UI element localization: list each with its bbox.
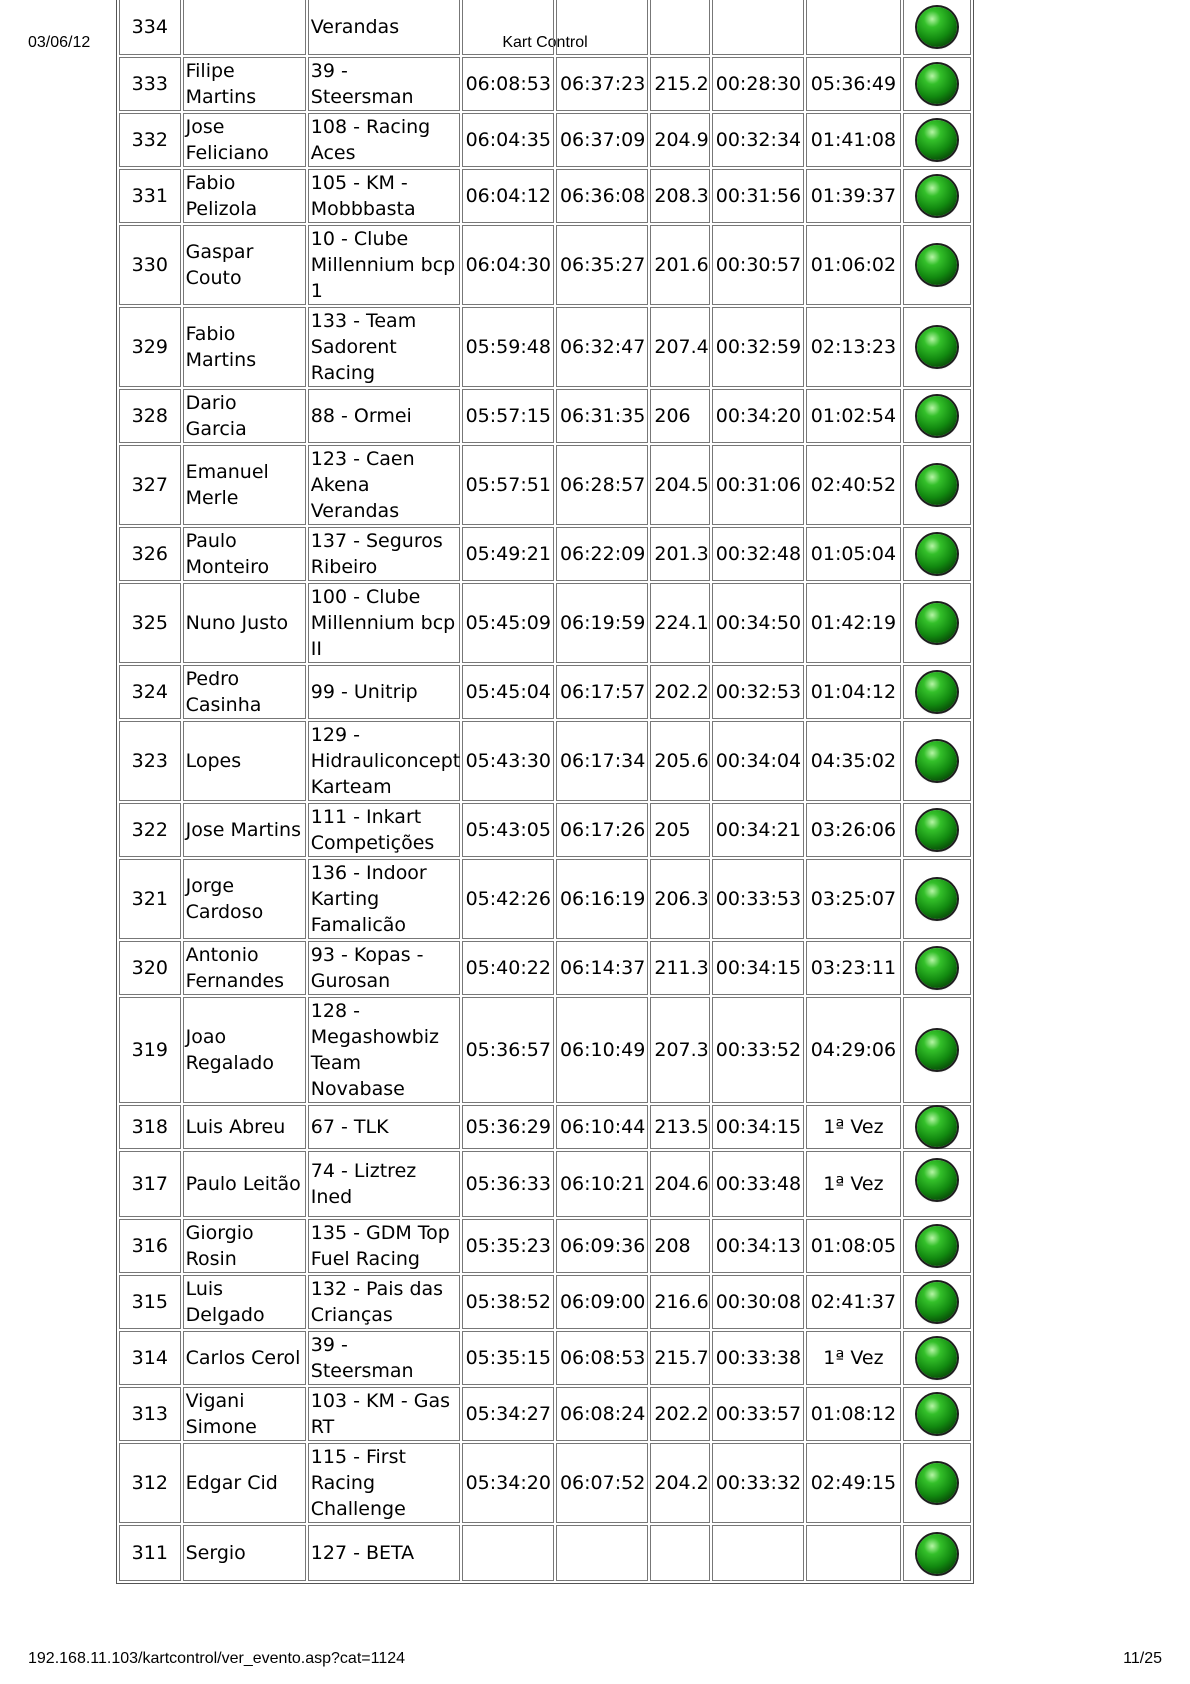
cell-start-time: 05:35:23 <box>462 1219 554 1273</box>
cell-number: 320 <box>119 941 181 995</box>
table-row <box>119 57 971 111</box>
cell-value: 201.3 <box>650 527 709 581</box>
cell-number: 312 <box>119 1443 181 1523</box>
cell-start-time: 05:42:26 <box>462 859 554 939</box>
cell-duration: 00:33:52 <box>712 997 804 1103</box>
cell-last: 01:04:12 <box>806 665 901 719</box>
green-light-icon <box>917 948 957 988</box>
green-light-icon <box>917 1160 957 1200</box>
cell-number: 334 <box>119 0 181 55</box>
cell-value: 215.2 <box>650 57 709 111</box>
cell-driver: Lopes <box>183 721 306 801</box>
table-row <box>119 1219 971 1273</box>
cell-driver: Giorgio Rosin <box>183 1219 306 1273</box>
cell-team: 105 - KM - Mobbbasta <box>308 169 460 223</box>
cell-number: 329 <box>119 307 181 387</box>
cell-end-time: 06:10:44 <box>556 1105 648 1149</box>
green-light-icon <box>917 810 957 850</box>
cell-status <box>903 721 971 801</box>
cell-driver: Luis Abreu <box>183 1105 306 1149</box>
cell-status <box>903 57 971 111</box>
cell-driver: Paulo Monteiro <box>183 527 306 581</box>
cell-status <box>903 0 971 55</box>
cell-driver: Dario Garcia <box>183 389 306 443</box>
print-date: 03/06/12 <box>28 34 91 51</box>
cell-last: 01:08:05 <box>806 1219 901 1273</box>
green-light-icon <box>917 672 957 712</box>
cell-start-time <box>462 1525 554 1581</box>
cell-status <box>903 169 971 223</box>
green-light-icon <box>917 741 957 781</box>
cell-duration: 00:31:56 <box>712 169 804 223</box>
table-row <box>119 0 971 55</box>
cell-start-time: 05:40:22 <box>462 941 554 995</box>
cell-duration: 00:34:50 <box>712 583 804 663</box>
cell-status <box>903 113 971 167</box>
cell-team: 127 - BETA <box>308 1525 460 1581</box>
cell-status <box>903 665 971 719</box>
green-light-icon <box>917 465 957 505</box>
green-light-icon <box>917 120 957 160</box>
cell-driver <box>183 0 306 55</box>
cell-team: 111 - Inkart Competições <box>308 803 460 857</box>
table-row <box>119 169 971 223</box>
table-row <box>119 665 971 719</box>
cell-duration: 00:33:32 <box>712 1443 804 1523</box>
cell-driver: Jorge Cardoso <box>183 859 306 939</box>
cell-last: 01:41:08 <box>806 113 901 167</box>
cell-number: 319 <box>119 997 181 1103</box>
cell-start-time: 06:04:12 <box>462 169 554 223</box>
results-table <box>116 0 974 1584</box>
cell-value: 213.5 <box>650 1105 709 1149</box>
cell-end-time: 06:09:00 <box>556 1275 648 1329</box>
cell-duration: 00:31:06 <box>712 445 804 525</box>
cell-driver: Jose Feliciano <box>183 113 306 167</box>
cell-end-time <box>556 1525 648 1581</box>
cell-end-time: 06:36:08 <box>556 169 648 223</box>
cell-end-time: 06:14:37 <box>556 941 648 995</box>
cell-last: 02:40:52 <box>806 445 901 525</box>
cell-status <box>903 1275 971 1329</box>
cell-status <box>903 1331 971 1385</box>
cell-duration <box>712 0 804 55</box>
cell-driver: Filipe Martins <box>183 57 306 111</box>
table-row <box>119 721 971 801</box>
cell-duration: 00:33:53 <box>712 859 804 939</box>
cell-number: 325 <box>119 583 181 663</box>
cell-driver: Pedro Casinha <box>183 665 306 719</box>
cell-start-time: 05:43:05 <box>462 803 554 857</box>
green-light-icon <box>917 1030 957 1070</box>
cell-value: 206 <box>650 389 709 443</box>
table-row <box>119 941 971 995</box>
cell-duration: 00:34:21 <box>712 803 804 857</box>
cell-start-time: 05:38:52 <box>462 1275 554 1329</box>
green-light-icon <box>917 7 957 47</box>
cell-number: 313 <box>119 1387 181 1441</box>
cell-start-time: 05:43:30 <box>462 721 554 801</box>
cell-duration: 00:30:08 <box>712 1275 804 1329</box>
cell-team: 129 - Hidrauliconcept Karteam <box>308 721 460 801</box>
table-row <box>119 307 971 387</box>
cell-duration: 00:33:57 <box>712 1387 804 1441</box>
cell-end-time: 06:16:19 <box>556 859 648 939</box>
cell-end-time: 06:10:49 <box>556 997 648 1103</box>
cell-end-time: 06:31:35 <box>556 389 648 443</box>
cell-duration: 00:32:53 <box>712 665 804 719</box>
green-light-icon <box>917 1107 957 1147</box>
cell-value: 204.6 <box>650 1151 709 1217</box>
cell-end-time: 06:28:57 <box>556 445 648 525</box>
cell-duration: 00:34:15 <box>712 1105 804 1149</box>
cell-last <box>806 0 901 55</box>
table-row <box>119 1387 971 1441</box>
cell-driver: Antonio Fernandes <box>183 941 306 995</box>
cell-status <box>903 1105 971 1149</box>
cell-number: 318 <box>119 1105 181 1149</box>
cell-value: 205.6 <box>650 721 709 801</box>
table-row <box>119 1331 971 1385</box>
cell-team: 39 - Steersman <box>308 1331 460 1385</box>
cell-driver: Fabio Pelizola <box>183 169 306 223</box>
cell-number: 328 <box>119 389 181 443</box>
cell-number: 323 <box>119 721 181 801</box>
cell-status <box>903 225 971 305</box>
cell-number: 315 <box>119 1275 181 1329</box>
cell-status <box>903 803 971 857</box>
cell-duration: 00:33:48 <box>712 1151 804 1217</box>
cell-number: 330 <box>119 225 181 305</box>
table-row <box>119 583 971 663</box>
table-row <box>119 1151 971 1217</box>
cell-driver: Luis Delgado <box>183 1275 306 1329</box>
cell-start-time: 05:49:21 <box>462 527 554 581</box>
cell-start-time: 05:57:51 <box>462 445 554 525</box>
cell-start-time: 06:04:30 <box>462 225 554 305</box>
cell-value: 207.3 <box>650 997 709 1103</box>
table-row <box>119 113 971 167</box>
cell-start-time: 05:36:57 <box>462 997 554 1103</box>
cell-value: 224.1 <box>650 583 709 663</box>
cell-last: 02:49:15 <box>806 1443 901 1523</box>
green-light-icon <box>917 1394 957 1434</box>
cell-last <box>806 1525 901 1581</box>
cell-value: 202.2 <box>650 665 709 719</box>
cell-last: 1ª Vez <box>806 1331 901 1385</box>
cell-last: 05:36:49 <box>806 57 901 111</box>
green-light-icon <box>917 176 957 216</box>
cell-end-time: 06:22:09 <box>556 527 648 581</box>
table-row <box>119 859 971 939</box>
cell-team: 93 - Kopas - Gurosan <box>308 941 460 995</box>
table-row <box>119 389 971 443</box>
cell-start-time: 06:04:35 <box>462 113 554 167</box>
cell-end-time: 06:17:57 <box>556 665 648 719</box>
cell-value: 202.2 <box>650 1387 709 1441</box>
cell-driver: Jose Martins <box>183 803 306 857</box>
cell-team: 133 - Team Sadorent Racing <box>308 307 460 387</box>
cell-start-time: 05:35:15 <box>462 1331 554 1385</box>
green-light-icon <box>917 879 957 919</box>
green-light-icon <box>917 1282 957 1322</box>
cell-start-time: 05:34:20 <box>462 1443 554 1523</box>
cell-duration: 00:32:59 <box>712 307 804 387</box>
cell-end-time: 06:37:09 <box>556 113 648 167</box>
cell-team: 115 - First Racing Challenge <box>308 1443 460 1523</box>
cell-last: 01:02:54 <box>806 389 901 443</box>
cell-end-time: 06:17:26 <box>556 803 648 857</box>
cell-last: 01:05:04 <box>806 527 901 581</box>
green-light-icon <box>917 396 957 436</box>
cell-team: 74 - Liztrez Ined <box>308 1151 460 1217</box>
green-light-icon <box>917 64 957 104</box>
cell-last: 04:35:02 <box>806 721 901 801</box>
cell-team: 10 - Clube Millennium bcp 1 <box>308 225 460 305</box>
cell-start-time: 05:45:09 <box>462 583 554 663</box>
cell-team: 100 - Clube Millennium bcp II <box>308 583 460 663</box>
cell-team: 99 - Unitrip <box>308 665 460 719</box>
cell-value: 208 <box>650 1219 709 1273</box>
cell-status <box>903 583 971 663</box>
cell-number: 331 <box>119 169 181 223</box>
cell-end-time: 06:09:36 <box>556 1219 648 1273</box>
green-light-icon <box>917 1534 957 1574</box>
cell-end-time: 06:08:24 <box>556 1387 648 1441</box>
cell-value: 211.3 <box>650 941 709 995</box>
cell-status <box>903 389 971 443</box>
cell-end-time: 06:32:47 <box>556 307 648 387</box>
cell-start-time <box>462 0 554 55</box>
cell-start-time: 05:36:33 <box>462 1151 554 1217</box>
cell-status <box>903 1219 971 1273</box>
cell-end-time: 06:07:52 <box>556 1443 648 1523</box>
cell-status <box>903 997 971 1103</box>
green-light-icon <box>917 1226 957 1266</box>
cell-start-time: 06:08:53 <box>462 57 554 111</box>
cell-end-time: 06:17:34 <box>556 721 648 801</box>
cell-value: 206.3 <box>650 859 709 939</box>
cell-duration: 00:28:30 <box>712 57 804 111</box>
cell-driver: Joao Regalado <box>183 997 306 1103</box>
cell-status <box>903 859 971 939</box>
cell-duration <box>712 1525 804 1581</box>
cell-start-time: 05:34:27 <box>462 1387 554 1441</box>
cell-driver: Edgar Cid <box>183 1443 306 1523</box>
cell-duration: 00:30:57 <box>712 225 804 305</box>
cell-last: 04:29:06 <box>806 997 901 1103</box>
cell-last: 01:08:12 <box>806 1387 901 1441</box>
cell-end-time: 06:35:27 <box>556 225 648 305</box>
cell-driver: Emanuel Merle <box>183 445 306 525</box>
cell-value: 208.3 <box>650 169 709 223</box>
cell-status <box>903 445 971 525</box>
table-row <box>119 527 971 581</box>
cell-duration: 00:33:38 <box>712 1331 804 1385</box>
cell-value: 204.9 <box>650 113 709 167</box>
cell-value: 207.4 <box>650 307 709 387</box>
cell-value: 201.6 <box>650 225 709 305</box>
cell-number: 321 <box>119 859 181 939</box>
cell-driver: Sergio <box>183 1525 306 1581</box>
cell-duration: 00:34:04 <box>712 721 804 801</box>
table-row <box>119 803 971 857</box>
cell-start-time: 05:45:04 <box>462 665 554 719</box>
cell-number: 317 <box>119 1151 181 1217</box>
cell-status <box>903 307 971 387</box>
cell-team: 135 - GDM Top Fuel Racing <box>308 1219 460 1273</box>
page-title: Kart Control <box>502 34 588 51</box>
cell-last: 1ª Vez <box>806 1151 901 1217</box>
cell-driver: Carlos Cerol <box>183 1331 306 1385</box>
cell-last: 01:42:19 <box>806 583 901 663</box>
cell-start-time: 05:59:48 <box>462 307 554 387</box>
cell-number: 322 <box>119 803 181 857</box>
green-light-icon <box>917 534 957 574</box>
cell-value: 215.7 <box>650 1331 709 1385</box>
cell-value: 216.6 <box>650 1275 709 1329</box>
cell-start-time: 05:36:29 <box>462 1105 554 1149</box>
cell-number: 314 <box>119 1331 181 1385</box>
cell-team: Verandas <box>308 0 460 55</box>
cell-value <box>650 0 709 55</box>
green-light-icon <box>917 1463 957 1503</box>
table-row <box>119 445 971 525</box>
table-row <box>119 1105 971 1149</box>
cell-duration: 00:34:20 <box>712 389 804 443</box>
cell-value <box>650 1525 709 1581</box>
cell-value: 204.2 <box>650 1443 709 1523</box>
cell-last: 03:23:11 <box>806 941 901 995</box>
cell-team: 132 - Pais das Crianças <box>308 1275 460 1329</box>
cell-status <box>903 941 971 995</box>
cell-end-time <box>556 0 648 55</box>
table-row <box>119 997 971 1103</box>
cell-number: 333 <box>119 57 181 111</box>
green-light-icon <box>917 603 957 643</box>
cell-team: 137 - Seguros Ribeiro <box>308 527 460 581</box>
green-light-icon <box>917 327 957 367</box>
table-row <box>119 225 971 305</box>
cell-last: 02:41:37 <box>806 1275 901 1329</box>
cell-number: 327 <box>119 445 181 525</box>
cell-last: 01:06:02 <box>806 225 901 305</box>
cell-team: 39 - Steersman <box>308 57 460 111</box>
green-light-icon <box>917 245 957 285</box>
cell-status <box>903 1151 971 1217</box>
table-row <box>119 1443 971 1523</box>
cell-team: 108 - Racing Aces <box>308 113 460 167</box>
page-url: 192.168.11.103/kartcontrol/ver_evento.asp?cat=1124 <box>28 1650 406 1667</box>
table-row <box>119 1275 971 1329</box>
page-number: 11/25 <box>1123 1650 1162 1667</box>
cell-team: 128 - Megashowbiz Team Novabase <box>308 997 460 1103</box>
table-row <box>119 1525 971 1581</box>
cell-duration: 00:34:13 <box>712 1219 804 1273</box>
cell-team: 88 - Ormei <box>308 389 460 443</box>
cell-team: 123 - Caen Akena Verandas <box>308 445 460 525</box>
cell-status <box>903 1443 971 1523</box>
cell-status <box>903 1387 971 1441</box>
cell-driver: Gaspar Couto <box>183 225 306 305</box>
cell-driver: Vigani Simone <box>183 1387 306 1441</box>
cell-team: 103 - KM - Gas RT <box>308 1387 460 1441</box>
cell-duration: 00:32:34 <box>712 113 804 167</box>
cell-start-time: 05:57:15 <box>462 389 554 443</box>
cell-number: 316 <box>119 1219 181 1273</box>
cell-last: 01:39:37 <box>806 169 901 223</box>
cell-last: 1ª Vez <box>806 1105 901 1149</box>
cell-status <box>903 527 971 581</box>
cell-duration: 00:32:48 <box>712 527 804 581</box>
cell-driver: Fabio Martins <box>183 307 306 387</box>
cell-team: 136 - Indoor Karting Famalicão <box>308 859 460 939</box>
cell-duration: 00:34:15 <box>712 941 804 995</box>
cell-driver: Nuno Justo <box>183 583 306 663</box>
cell-team: 67 - TLK <box>308 1105 460 1149</box>
cell-last: 03:26:06 <box>806 803 901 857</box>
cell-number: 324 <box>119 665 181 719</box>
cell-last: 03:25:07 <box>806 859 901 939</box>
cell-number: 311 <box>119 1525 181 1581</box>
cell-status <box>903 1525 971 1581</box>
cell-number: 326 <box>119 527 181 581</box>
cell-end-time: 06:19:59 <box>556 583 648 663</box>
cell-driver: Paulo Leitão <box>183 1151 306 1217</box>
green-light-icon <box>917 1338 957 1378</box>
cell-value: 205 <box>650 803 709 857</box>
cell-value: 204.5 <box>650 445 709 525</box>
cell-end-time: 06:08:53 <box>556 1331 648 1385</box>
cell-last: 02:13:23 <box>806 307 901 387</box>
cell-end-time: 06:10:21 <box>556 1151 648 1217</box>
cell-end-time: 06:37:23 <box>556 57 648 111</box>
cell-number: 332 <box>119 113 181 167</box>
